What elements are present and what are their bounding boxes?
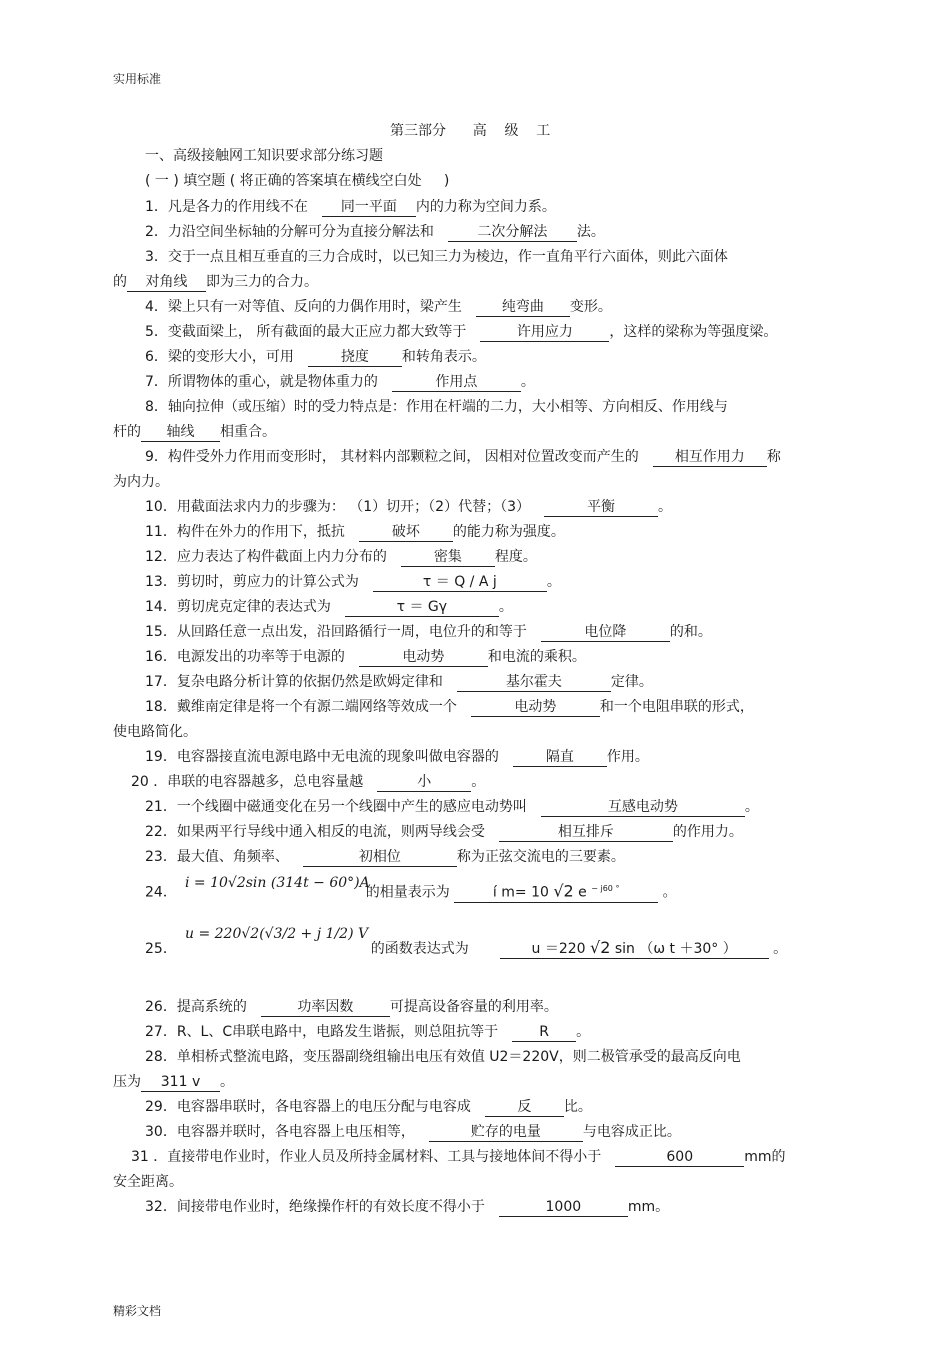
answer-text: í m= 10	[492, 884, 549, 901]
question-text: 6．梁的变形大小，可用	[145, 349, 294, 365]
question-text: 19．电容器接直流电源电路中无电流的现象叫做电容器的	[145, 749, 499, 765]
answer-blank: 贮存的电量	[429, 1123, 583, 1142]
question-text: 与电容成正比。	[582, 1124, 681, 1140]
question-4	[113, 295, 843, 320]
question-19	[113, 745, 843, 770]
question-text: 。	[662, 884, 677, 901]
answer-blank: 密集	[401, 548, 495, 567]
answer-blank: 隔直	[513, 748, 607, 767]
answer-blank: 平衡	[544, 498, 658, 517]
question-text: 安全距离。	[113, 1174, 183, 1190]
question-text: 30．电容器并联时，各电容器上电压相等，	[145, 1124, 415, 1140]
answer-blank: 相互作用力	[653, 448, 767, 467]
question-text: 。	[471, 774, 486, 790]
answer-blank: 对角线	[127, 273, 206, 292]
sqrt-symbol: √2	[553, 881, 574, 901]
question-30	[113, 1120, 843, 1145]
question-text: mm。	[627, 1199, 670, 1215]
answer-exponent: − j60 °	[591, 884, 620, 893]
question-31	[113, 1145, 843, 1195]
subsection-heading: ( 一 ) 填空题 ( 将正确的答案填在横线空白处 )	[145, 173, 450, 189]
formula-24: i = 10√2sin (314t − 60°)A	[185, 875, 370, 891]
question-text: 的相量表示为	[365, 884, 450, 901]
question-text: 为内力。	[113, 474, 169, 490]
page-footer: 精彩文档	[113, 1304, 162, 1318]
question-text: 21．一个线圈中磁通变化在另一个线圈中产生的感应电动势叫	[145, 799, 527, 815]
answer-blank: 许用应力	[480, 323, 609, 342]
answer-blank: 挠度	[308, 348, 402, 367]
question-text: 12．应力表达了构件截面上内力分布的	[145, 549, 387, 565]
answer-blank: 电动势	[359, 648, 488, 667]
question-text: 杆的	[113, 424, 141, 440]
question-text: 使电路简化。	[113, 724, 197, 740]
answer-blank: 基尔霍夫	[457, 673, 611, 692]
question-text: 和一个电阻串联的形式，	[599, 699, 754, 715]
question-20	[113, 770, 843, 795]
answer-blank	[454, 880, 658, 903]
question-16	[113, 645, 843, 670]
question-text: 程度。	[494, 549, 537, 565]
question-text: 29．电容器串联时，各电容器上的电压分配与电容成	[145, 1099, 471, 1115]
question-8	[113, 395, 843, 445]
answer-blank: 600	[615, 1148, 744, 1167]
question-text: 3．交于一点且相互垂直的三力合成时，以已知三力为棱边，作一直角平行六面体，则此六面体	[145, 249, 728, 265]
answer-blank	[500, 939, 769, 959]
question-2	[113, 220, 843, 245]
question-text: 。	[773, 941, 788, 957]
answer-blank: τ ＝ Gγ	[345, 598, 499, 617]
question-7	[113, 370, 843, 395]
question-18	[113, 695, 843, 745]
question-text: 。	[520, 374, 535, 390]
answer-blank: 相互排斥	[499, 823, 673, 842]
question-text: 8．轴向拉伸（或压缩）时的受力特点是：作用在杆端的二力，大小相等、方向相反、作用线与	[145, 399, 728, 415]
answer-blank: 电位降	[541, 623, 670, 642]
question-text: 法。	[576, 224, 605, 240]
question-text: 和电流的乘积。	[487, 649, 586, 665]
question-text: 。	[498, 599, 513, 615]
question-13	[113, 570, 843, 595]
answer-blank: 作用点	[392, 373, 521, 392]
question-text: 。	[658, 499, 672, 515]
question-text: 的	[113, 274, 127, 290]
question-21	[113, 795, 843, 820]
question-text: 11．构件在外力的作用下，抵抗	[145, 524, 345, 540]
question-14	[113, 595, 843, 620]
answer-blank: 1000	[499, 1198, 628, 1217]
question-text: 2．力沿空间坐标轴的分解可分为直接分解法和	[145, 224, 434, 240]
question-24	[113, 880, 843, 905]
question-28	[113, 1045, 843, 1095]
question-text: 4．梁上只有一对等值、反向的力偶作用时，梁产生	[145, 299, 462, 315]
question-32	[113, 1195, 843, 1220]
question-text: 变形。	[569, 299, 612, 315]
question-text: 9．构件受外力作用而变形时， 其材料内部颗粒之间， 因相对位置改变而产生的	[145, 449, 639, 465]
question-10	[113, 495, 843, 520]
answer-blank: τ ＝ Q / A j	[373, 573, 547, 592]
question-text: 28．单相桥式整流电路，变压器副绕组输出电压有效值 U2＝220V，则二极管承受的最高反向电	[145, 1049, 741, 1065]
answer-blank: 功率因数	[261, 998, 390, 1017]
question-text: 15．从回路任意一点出发，沿回路循行一周，电位升的和等于	[145, 624, 527, 640]
question-17	[113, 670, 843, 695]
question-text: 20 ．串联的电容器越多，总电容量越	[131, 774, 364, 790]
question-27	[113, 1020, 843, 1045]
question-text: 1．凡是各力的作用线不在	[145, 199, 308, 215]
question-text: 定律。	[610, 674, 653, 690]
question-text: 。	[744, 799, 759, 815]
question-text: 23．最大值、角频率、	[145, 849, 289, 865]
answer-blank: 纯弯曲	[476, 298, 570, 317]
answer-blank: 互感电动势	[541, 798, 745, 817]
answer-blank: 破坏	[359, 523, 453, 542]
question-text: 27．R、L、C串联电路中，电路发生谐振，则总阻抗等于	[145, 1024, 499, 1040]
question-text: 和转角表示。	[401, 349, 486, 365]
answer-text: e	[578, 884, 587, 901]
answer-text: u ＝220	[531, 941, 586, 957]
question-3	[113, 245, 843, 295]
question-1	[113, 195, 843, 220]
question-22	[113, 820, 843, 845]
question-text: 相重合。	[220, 424, 276, 440]
question-6	[113, 345, 843, 370]
question-text: 压为	[113, 1074, 141, 1090]
answer-blank: R	[512, 1023, 576, 1042]
question-text: 18．戴维南定律是将一个有源二端网络等效成一个	[145, 699, 457, 715]
answer-blank: 反	[485, 1098, 564, 1117]
question-text: 称	[766, 449, 781, 465]
question-text: 内的力称为空间力系。	[415, 199, 556, 215]
question-text: 7．所谓物体的重心，就是物体重力的	[145, 374, 378, 390]
question-text: 32．间接带电作业时，绝缘操作杆的有效长度不得小于	[145, 1199, 485, 1215]
question-text: 。	[576, 1024, 591, 1040]
answer-blank: 小	[377, 773, 471, 792]
answer-text: sin （ω t ＋30° ）	[614, 941, 737, 957]
question-text: 5．变截面梁上， 所有截面的最大正应力都大致等于	[145, 324, 467, 340]
question-9	[113, 445, 843, 495]
question-text: 比。	[563, 1099, 592, 1115]
question-23	[113, 845, 843, 870]
question-text: 14．剪切虎克定律的表达式为	[145, 599, 331, 615]
question-text: 。	[546, 574, 561, 590]
question-text: 31 ．直接带电作业时，作业人员及所持金属材料、工具与接地体间不得小于	[131, 1149, 602, 1165]
page-title: 第三部分 高 级 工	[390, 123, 551, 139]
question-text: 。	[220, 1074, 234, 1090]
question-text: 的作用力。	[672, 824, 743, 840]
section-heading: 一、高级接触网工知识要求部分练习题	[145, 148, 383, 164]
answer-blank: 轴线	[141, 423, 220, 442]
question-29	[113, 1095, 843, 1120]
answer-blank: 二次分解法	[448, 223, 577, 242]
question-number: 24．	[145, 884, 177, 901]
question-text: 的和。	[669, 624, 712, 640]
question-text: 的函数表达式为	[370, 941, 469, 957]
question-text: 即为三力的合力。	[206, 274, 318, 290]
question-text: 的能力称为强度。	[452, 524, 565, 540]
answer-blank: 311 v	[141, 1073, 220, 1092]
question-text: 可提高设备容量的利用率。	[389, 999, 558, 1015]
answer-blank: 电动势	[471, 698, 600, 717]
question-number: 25．	[145, 941, 177, 957]
question-text: 17．复杂电路分析计算的依据仍然是欧姆定律和	[145, 674, 443, 690]
question-text: 10．用截面法求内力的步骤为： （1）切开；（2）代替；（3）	[145, 499, 530, 515]
question-text: 26．提高系统的	[145, 999, 247, 1015]
question-5	[113, 320, 843, 345]
question-26	[113, 995, 843, 1020]
question-text: ，这样的梁称为等强度梁。	[609, 324, 778, 340]
question-12	[113, 545, 843, 570]
formula-25: u = 220√2(√3/2 + j 1/2) V	[185, 926, 369, 942]
answer-blank: 初相位	[303, 848, 457, 867]
question-11	[113, 520, 843, 545]
question-25	[113, 937, 843, 962]
question-text: 16．电源发出的功率等于电源的	[145, 649, 345, 665]
question-text: 称为正弦交流电的三要素。	[456, 849, 625, 865]
question-text: mm的	[744, 1149, 786, 1165]
question-text: 22．如果两平行导线中通入相反的电流，则两导线会受	[145, 824, 485, 840]
question-text: 作用。	[606, 749, 649, 765]
page-header: 实用标准	[113, 72, 162, 86]
sqrt-symbol: √2	[590, 938, 611, 957]
question-15	[113, 620, 843, 645]
answer-blank: 同一平面	[322, 198, 416, 217]
question-text: 13．剪切时，剪应力的计算公式为	[145, 574, 359, 590]
